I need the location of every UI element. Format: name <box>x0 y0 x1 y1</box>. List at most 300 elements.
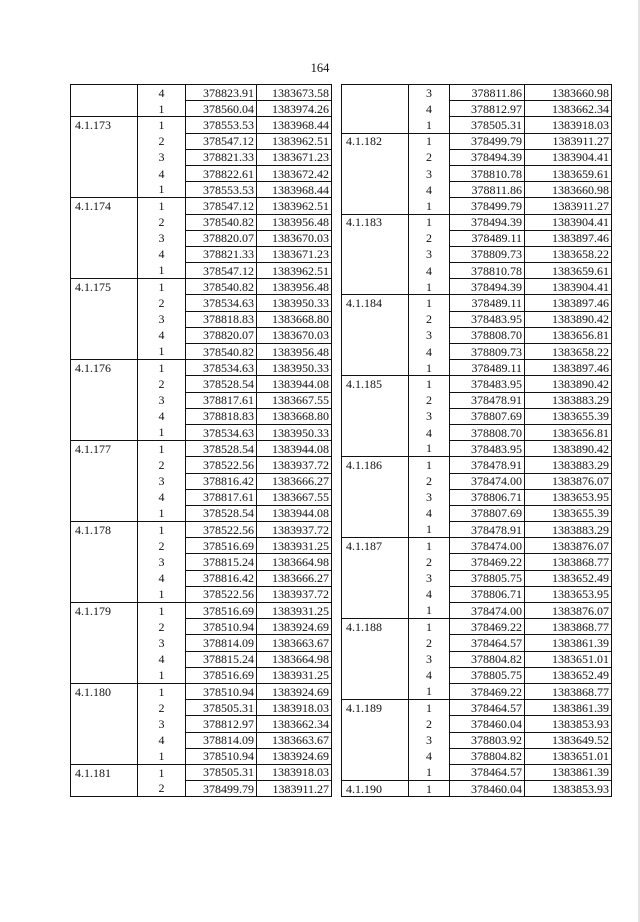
parcel-id <box>71 716 138 732</box>
table-row <box>71 522 332 538</box>
parcel-id <box>71 700 138 716</box>
y-coordinate: 1383649.52 <box>525 732 612 748</box>
x-coordinate: 378499.79 <box>186 781 257 797</box>
y-coordinate: 1383656.81 <box>525 327 612 343</box>
parcel-id: 4.1.185 <box>342 376 409 392</box>
y-coordinate: 1383653.95 <box>525 586 612 602</box>
x-coordinate: 378464.57 <box>450 635 525 651</box>
point-number: 3 <box>138 554 186 570</box>
parcel-id: 4.1.175 <box>71 279 138 295</box>
point-number: 4 <box>409 667 450 683</box>
x-coordinate: 378821.33 <box>186 149 257 165</box>
point-number: 2 <box>409 149 450 165</box>
y-coordinate: 1383876.07 <box>525 473 612 489</box>
parcel-id <box>342 311 409 327</box>
y-coordinate: 1383663.67 <box>257 635 332 651</box>
point-number: 1 <box>409 198 450 214</box>
point-number: 4 <box>409 505 450 521</box>
parcel-id <box>71 392 138 408</box>
parcel-id <box>71 246 138 262</box>
x-coordinate: 378547.12 <box>186 198 257 214</box>
table-row <box>71 424 332 440</box>
point-number: 4 <box>409 586 450 602</box>
parcel-id <box>71 619 138 635</box>
parcel-id <box>342 101 409 117</box>
y-coordinate: 1383670.03 <box>257 230 332 246</box>
table-row <box>342 424 612 440</box>
y-coordinate: 1383664.98 <box>257 651 332 667</box>
table-row <box>342 101 612 117</box>
table-row <box>342 700 612 716</box>
table-row <box>342 246 612 262</box>
table-row <box>342 117 612 133</box>
table-row <box>71 473 332 489</box>
table-row <box>342 408 612 424</box>
x-coordinate: 378469.22 <box>450 554 525 570</box>
table-row <box>71 182 332 198</box>
parcel-id <box>342 408 409 424</box>
x-coordinate: 378553.53 <box>186 182 257 198</box>
y-coordinate: 1383937.72 <box>257 522 332 538</box>
parcel-id <box>342 716 409 732</box>
parcel-id: 4.1.190 <box>342 781 409 797</box>
x-coordinate: 378806.71 <box>450 586 525 602</box>
table-row <box>71 230 332 246</box>
y-coordinate: 1383673.58 <box>257 85 332 101</box>
x-coordinate: 378804.82 <box>450 748 525 764</box>
parcel-id: 4.1.188 <box>342 619 409 635</box>
table-row <box>342 279 612 295</box>
table-row <box>71 619 332 635</box>
y-coordinate: 1383660.98 <box>525 85 612 101</box>
x-coordinate: 378528.54 <box>186 441 257 457</box>
point-number: 1 <box>138 522 186 538</box>
x-coordinate: 378489.11 <box>450 230 525 246</box>
parcel-id <box>71 635 138 651</box>
y-coordinate: 1383944.08 <box>257 376 332 392</box>
point-number: 1 <box>138 505 186 521</box>
x-coordinate: 378494.39 <box>450 149 525 165</box>
y-coordinate: 1383655.39 <box>525 408 612 424</box>
table-row <box>71 85 332 101</box>
table-row <box>342 473 612 489</box>
table-row <box>71 764 332 780</box>
parcel-id <box>71 376 138 392</box>
point-number: 1 <box>409 764 450 780</box>
x-coordinate: 378469.22 <box>450 619 525 635</box>
x-coordinate: 378540.82 <box>186 344 257 360</box>
parcel-id: 4.1.173 <box>71 117 138 133</box>
point-number: 1 <box>409 457 450 473</box>
table-row <box>71 149 332 165</box>
table-row <box>71 327 332 343</box>
parcel-id <box>342 489 409 505</box>
table-row <box>342 732 612 748</box>
x-coordinate: 378478.91 <box>450 457 525 473</box>
y-coordinate: 1383924.69 <box>257 748 332 764</box>
point-number: 1 <box>409 295 450 311</box>
x-coordinate: 378516.69 <box>186 667 257 683</box>
point-number: 2 <box>409 311 450 327</box>
point-number: 1 <box>409 133 450 149</box>
table-row <box>71 360 332 376</box>
table-row <box>71 700 332 716</box>
table-row <box>71 667 332 683</box>
x-coordinate: 378505.31 <box>450 117 525 133</box>
y-coordinate: 1383931.25 <box>257 667 332 683</box>
coordinates-table-left <box>70 84 332 797</box>
parcel-id <box>342 473 409 489</box>
y-coordinate: 1383883.29 <box>525 457 612 473</box>
x-coordinate: 378823.91 <box>186 85 257 101</box>
point-number: 3 <box>409 732 450 748</box>
point-number: 2 <box>409 716 450 732</box>
point-number: 2 <box>138 133 186 149</box>
y-coordinate: 1383868.77 <box>525 683 612 699</box>
table-row <box>342 230 612 246</box>
x-coordinate: 378534.63 <box>186 295 257 311</box>
point-number: 3 <box>138 635 186 651</box>
y-coordinate: 1383931.25 <box>257 603 332 619</box>
x-coordinate: 378534.63 <box>186 424 257 440</box>
y-coordinate: 1383671.23 <box>257 246 332 262</box>
x-coordinate: 378820.07 <box>186 230 257 246</box>
x-coordinate: 378460.04 <box>450 716 525 732</box>
y-coordinate: 1383659.61 <box>525 165 612 181</box>
x-coordinate: 378808.70 <box>450 424 525 440</box>
x-coordinate: 378534.63 <box>186 360 257 376</box>
parcel-id <box>342 732 409 748</box>
parcel-id <box>342 198 409 214</box>
x-coordinate: 378510.94 <box>186 619 257 635</box>
table-row <box>342 198 612 214</box>
x-coordinate: 378469.22 <box>450 683 525 699</box>
table-row <box>342 683 612 699</box>
x-coordinate: 378540.82 <box>186 279 257 295</box>
table-row <box>71 781 332 797</box>
y-coordinate: 1383956.48 <box>257 214 332 230</box>
parcel-id <box>71 408 138 424</box>
parcel-id <box>71 344 138 360</box>
y-coordinate: 1383861.39 <box>525 635 612 651</box>
point-number: 3 <box>138 311 186 327</box>
y-coordinate: 1383651.01 <box>525 651 612 667</box>
x-coordinate: 378821.33 <box>186 246 257 262</box>
parcel-id: 4.1.183 <box>342 214 409 230</box>
y-coordinate: 1383924.69 <box>257 619 332 635</box>
y-coordinate: 1383876.07 <box>525 538 612 554</box>
x-coordinate: 378809.73 <box>450 344 525 360</box>
point-number: 2 <box>138 214 186 230</box>
point-number: 3 <box>409 408 450 424</box>
x-coordinate: 378478.91 <box>450 392 525 408</box>
y-coordinate: 1383890.42 <box>525 376 612 392</box>
parcel-id <box>342 554 409 570</box>
parcel-id <box>71 263 138 279</box>
table-row <box>342 505 612 521</box>
point-number: 1 <box>138 667 186 683</box>
y-coordinate: 1383883.29 <box>525 392 612 408</box>
point-number: 4 <box>138 165 186 181</box>
parcel-id: 4.1.182 <box>342 133 409 149</box>
point-number: 4 <box>409 424 450 440</box>
point-number: 2 <box>409 635 450 651</box>
x-coordinate: 378547.12 <box>186 133 257 149</box>
x-coordinate: 378478.91 <box>450 522 525 538</box>
point-number: 4 <box>138 489 186 505</box>
x-coordinate: 378806.71 <box>450 489 525 505</box>
point-number: 4 <box>409 748 450 764</box>
parcel-id <box>71 505 138 521</box>
x-coordinate: 378818.83 <box>186 311 257 327</box>
table-row <box>71 603 332 619</box>
parcel-id: 4.1.189 <box>342 700 409 716</box>
x-coordinate: 378505.31 <box>186 764 257 780</box>
y-coordinate: 1383937.72 <box>257 586 332 602</box>
parcel-id <box>71 133 138 149</box>
table-row <box>71 133 332 149</box>
table-row <box>71 246 332 262</box>
x-coordinate: 378483.95 <box>450 311 525 327</box>
y-coordinate: 1383668.80 <box>257 311 332 327</box>
x-coordinate: 378809.73 <box>450 246 525 262</box>
x-coordinate: 378811.86 <box>450 182 525 198</box>
table-row <box>71 538 332 554</box>
x-coordinate: 378516.69 <box>186 603 257 619</box>
parcel-id <box>342 441 409 457</box>
parcel-id <box>71 651 138 667</box>
parcel-id <box>71 473 138 489</box>
x-coordinate: 378812.97 <box>450 101 525 117</box>
y-coordinate: 1383950.33 <box>257 424 332 440</box>
parcel-id <box>71 165 138 181</box>
x-coordinate: 378522.56 <box>186 457 257 473</box>
point-number: 3 <box>138 473 186 489</box>
parcel-id: 4.1.184 <box>342 295 409 311</box>
x-coordinate: 378528.54 <box>186 505 257 521</box>
table-row <box>342 522 612 538</box>
x-coordinate: 378460.04 <box>450 781 525 797</box>
table-row <box>71 554 332 570</box>
point-number: 2 <box>138 538 186 554</box>
point-number: 1 <box>138 424 186 440</box>
y-coordinate: 1383663.67 <box>257 732 332 748</box>
y-coordinate: 1383897.46 <box>525 230 612 246</box>
y-coordinate: 1383659.61 <box>525 263 612 279</box>
y-coordinate: 1383962.51 <box>257 263 332 279</box>
point-number: 1 <box>138 198 186 214</box>
point-number: 3 <box>138 230 186 246</box>
table-row <box>342 360 612 376</box>
x-coordinate: 378812.97 <box>186 716 257 732</box>
y-coordinate: 1383937.72 <box>257 457 332 473</box>
x-coordinate: 378474.00 <box>450 473 525 489</box>
point-number: 4 <box>138 408 186 424</box>
y-coordinate: 1383658.22 <box>525 246 612 262</box>
y-coordinate: 1383918.03 <box>257 700 332 716</box>
point-number: 3 <box>409 327 450 343</box>
table-row <box>342 667 612 683</box>
y-coordinate: 1383666.27 <box>257 570 332 586</box>
point-number: 3 <box>138 392 186 408</box>
y-coordinate: 1383883.29 <box>525 522 612 538</box>
point-number: 3 <box>409 489 450 505</box>
parcel-id <box>342 344 409 360</box>
x-coordinate: 378815.24 <box>186 651 257 667</box>
point-number: 3 <box>409 246 450 262</box>
table-row <box>342 327 612 343</box>
parcel-id <box>71 311 138 327</box>
table-row <box>71 683 332 699</box>
table-row <box>342 716 612 732</box>
table-row <box>71 635 332 651</box>
x-coordinate: 378516.69 <box>186 538 257 554</box>
parcel-id <box>342 651 409 667</box>
y-coordinate: 1383944.08 <box>257 505 332 521</box>
table-row <box>71 165 332 181</box>
y-coordinate: 1383660.98 <box>525 182 612 198</box>
parcel-id <box>71 230 138 246</box>
parcel-id <box>342 522 409 538</box>
point-number: 4 <box>138 732 186 748</box>
y-coordinate: 1383672.42 <box>257 165 332 181</box>
point-number: 1 <box>138 586 186 602</box>
y-coordinate: 1383968.44 <box>257 182 332 198</box>
y-coordinate: 1383656.81 <box>525 424 612 440</box>
parcel-id <box>342 230 409 246</box>
x-coordinate: 378499.79 <box>450 133 525 149</box>
x-coordinate: 378814.09 <box>186 732 257 748</box>
y-coordinate: 1383853.93 <box>525 716 612 732</box>
y-coordinate: 1383653.95 <box>525 489 612 505</box>
point-number: 1 <box>138 360 186 376</box>
y-coordinate: 1383868.77 <box>525 619 612 635</box>
table-row <box>342 457 612 473</box>
y-coordinate: 1383662.34 <box>257 716 332 732</box>
y-coordinate: 1383652.49 <box>525 570 612 586</box>
x-coordinate: 378464.57 <box>450 700 525 716</box>
point-number: 1 <box>409 279 450 295</box>
table-row <box>71 295 332 311</box>
parcel-id <box>342 570 409 586</box>
x-coordinate: 378805.75 <box>450 667 525 683</box>
parcel-id <box>71 85 138 101</box>
x-coordinate: 378816.42 <box>186 570 257 586</box>
point-number: 2 <box>409 554 450 570</box>
y-coordinate: 1383861.39 <box>525 764 612 780</box>
point-number: 1 <box>138 117 186 133</box>
point-number: 1 <box>409 360 450 376</box>
table-row <box>342 538 612 554</box>
parcel-id <box>342 117 409 133</box>
point-number: 4 <box>138 85 186 101</box>
parcel-id <box>342 635 409 651</box>
x-coordinate: 378810.78 <box>450 165 525 181</box>
table-row <box>342 149 612 165</box>
parcel-id <box>342 392 409 408</box>
x-coordinate: 378494.39 <box>450 279 525 295</box>
x-coordinate: 378820.07 <box>186 327 257 343</box>
point-number: 2 <box>138 457 186 473</box>
point-number: 1 <box>409 441 450 457</box>
point-number: 1 <box>409 538 450 554</box>
y-coordinate: 1383861.39 <box>525 700 612 716</box>
table-row <box>71 376 332 392</box>
y-coordinate: 1383950.33 <box>257 360 332 376</box>
x-coordinate: 378817.61 <box>186 392 257 408</box>
point-number: 3 <box>138 716 186 732</box>
x-coordinate: 378807.69 <box>450 505 525 521</box>
x-coordinate: 378815.24 <box>186 554 257 570</box>
point-number: 1 <box>409 683 450 699</box>
parcel-id <box>342 246 409 262</box>
point-number: 4 <box>138 327 186 343</box>
point-number: 1 <box>138 279 186 295</box>
point-number: 1 <box>138 182 186 198</box>
x-coordinate: 378528.54 <box>186 376 257 392</box>
point-number: 1 <box>409 522 450 538</box>
y-coordinate: 1383911.27 <box>257 781 332 797</box>
point-number: 2 <box>138 295 186 311</box>
table-row <box>342 295 612 311</box>
table-row <box>342 748 612 764</box>
point-number: 4 <box>409 344 450 360</box>
parcel-id <box>342 182 409 198</box>
table-row <box>342 344 612 360</box>
table-row <box>342 133 612 149</box>
x-coordinate: 378510.94 <box>186 748 257 764</box>
parcel-id <box>342 603 409 619</box>
table-row <box>71 651 332 667</box>
x-coordinate: 378805.75 <box>450 570 525 586</box>
table-row <box>342 85 612 101</box>
point-number: 1 <box>138 344 186 360</box>
y-coordinate: 1383956.48 <box>257 279 332 295</box>
table-row <box>342 311 612 327</box>
point-number: 1 <box>138 764 186 780</box>
parcel-id <box>71 570 138 586</box>
table-row <box>342 651 612 667</box>
point-number: 1 <box>409 117 450 133</box>
y-coordinate: 1383651.01 <box>525 748 612 764</box>
point-number: 1 <box>409 619 450 635</box>
table-row <box>71 748 332 764</box>
table-row <box>71 732 332 748</box>
y-coordinate: 1383962.51 <box>257 133 332 149</box>
y-coordinate: 1383890.42 <box>525 441 612 457</box>
point-number: 3 <box>409 85 450 101</box>
x-coordinate: 378547.12 <box>186 263 257 279</box>
parcel-id <box>71 424 138 440</box>
y-coordinate: 1383931.25 <box>257 538 332 554</box>
table-row <box>342 619 612 635</box>
parcel-id: 4.1.177 <box>71 441 138 457</box>
y-coordinate: 1383918.03 <box>257 764 332 780</box>
point-number: 4 <box>409 101 450 117</box>
table-row <box>71 214 332 230</box>
point-number: 2 <box>409 392 450 408</box>
page-number: 164 <box>310 61 330 75</box>
y-coordinate: 1383897.46 <box>525 295 612 311</box>
parcel-id <box>71 586 138 602</box>
parcel-id <box>342 327 409 343</box>
table-row <box>71 101 332 117</box>
y-coordinate: 1383652.49 <box>525 667 612 683</box>
y-coordinate: 1383658.22 <box>525 344 612 360</box>
x-coordinate: 378483.95 <box>450 441 525 457</box>
point-number: 1 <box>138 683 186 699</box>
point-number: 4 <box>409 263 450 279</box>
